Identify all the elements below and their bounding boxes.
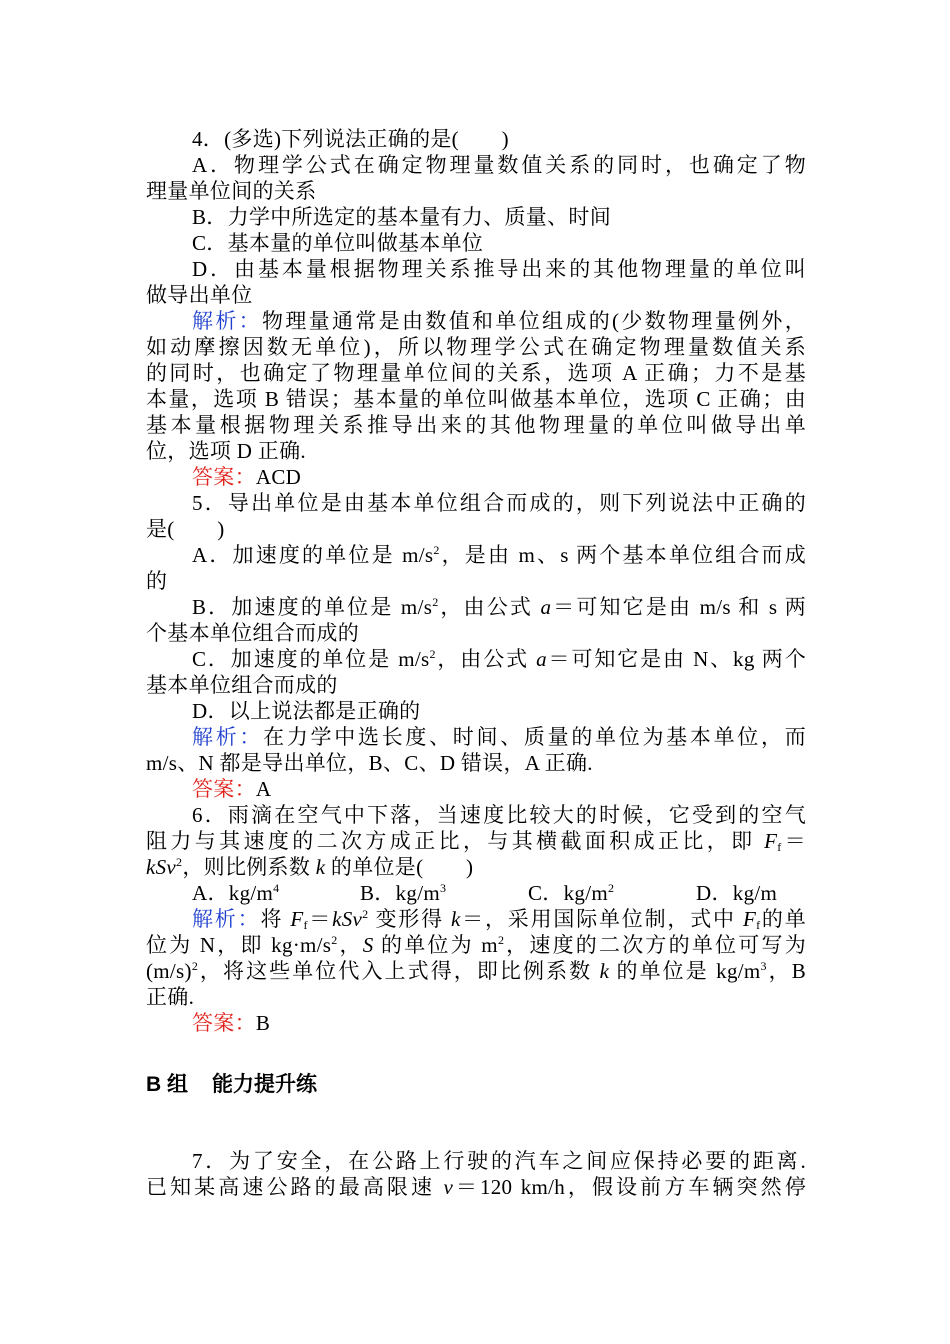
q4-option-d-text1: D．由基本量根据物理关系推导出来的其他物理量的单位叫 — [192, 257, 806, 281]
q5-option-c-text1c: ＝可知它是由 N、kg 两个 — [546, 647, 806, 671]
q4-analysis-line4 — [146, 386, 806, 412]
q6-option-d — [696, 880, 777, 906]
q6-analysis-line1 — [192, 906, 806, 932]
superscript: 3 — [439, 881, 447, 895]
q4-answer-label: 答案： — [192, 465, 256, 489]
q5-option-c-line1 — [192, 646, 806, 672]
q6-answer-label: 答案： — [192, 1011, 256, 1035]
q6-option-d-text: D．kg/m — [696, 881, 778, 905]
q6-analysis-text1a: 将 — [260, 907, 291, 931]
q5-option-c-line2 — [146, 672, 806, 698]
q5-option-c-text2: 基本单位组合而成的 — [146, 673, 338, 697]
superscript: 2 — [433, 543, 440, 557]
superscript: 2 — [497, 933, 505, 947]
q4-analysis-line6 — [146, 438, 806, 464]
symbol-a: a — [540, 595, 552, 619]
q5-stem-text1: 5．导出单位是由基本单位组合而成的，则下列说法中正确的 — [192, 491, 806, 515]
symbol-k: k — [315, 855, 326, 879]
symbol-F: F — [764, 829, 778, 853]
q4-analysis-label: 解析： — [192, 309, 263, 333]
q5-option-c-text1b: ，由公式 — [435, 647, 537, 671]
q6-option-b — [360, 880, 528, 906]
q5-analysis-line1 — [192, 724, 806, 750]
q4-analysis-text6: 位，选项 D 正确. — [146, 439, 306, 463]
subscript-f: f — [777, 840, 782, 854]
q6-option-b-text: B．kg/m — [360, 881, 440, 905]
q6-stem-text3b: ，则比例系数 — [182, 855, 316, 879]
q4-answer — [192, 464, 806, 490]
q6-analysis-text2a: 位为 N，即 kg·m/s — [146, 933, 332, 957]
q6-analysis-text2d: ，速度的二次方的单位可写为 — [504, 933, 806, 957]
q4-option-a-line1 — [192, 152, 806, 178]
symbol-k: k — [451, 907, 461, 931]
q5-option-d-text: D．以上说法都是正确的 — [192, 699, 421, 723]
symbol-equals: ＝ — [307, 907, 333, 931]
superscript: 2 — [432, 595, 439, 609]
q4-stem-text: 4．(多选)下列说法正确的是( ) — [192, 127, 509, 151]
q6-options — [192, 880, 806, 906]
symbol-kSv: kSv — [332, 907, 363, 931]
q4-option-c-text: C．基本量的单位叫做基本单位 — [192, 231, 484, 255]
q4-analysis-text5: 基本量根据物理关系推导出来的其他物理量的单位叫做导出单 — [146, 413, 806, 437]
symbol-a: a — [536, 647, 547, 671]
q6-stem-text3c: 的单位是( ) — [325, 855, 474, 879]
q6-analysis-line4 — [146, 984, 806, 1010]
q6-option-c-text: C．kg/m — [528, 881, 608, 905]
q5-option-b-line1 — [192, 594, 806, 620]
superscript: 4 — [273, 881, 280, 895]
q5-option-a-text1a: A．加速度的单位是 m/s — [192, 543, 434, 567]
q7-stem-line1 — [192, 1148, 806, 1174]
q5-analysis-text1: 在力学中选长度、时间、质量的单位为基本单位，而 — [263, 725, 806, 749]
q6-analysis-text3c: 的单位是 kg/m — [609, 959, 761, 983]
q6-analysis-text3a: (m/s) — [146, 959, 192, 983]
q5-stem-text2: 是( ) — [146, 517, 225, 541]
q5-option-b-text1b: ，由公式 — [438, 595, 541, 619]
q4-option-a-text1: A．物理学公式在确定物理量数值关系的同时，也确定了物 — [192, 153, 806, 177]
superscript: 2 — [191, 959, 199, 973]
symbol-equals: ＝ — [781, 829, 806, 853]
q5-analysis-label: 解析： — [192, 725, 264, 749]
superscript: 2 — [176, 855, 183, 869]
q4-option-c — [192, 230, 806, 256]
q7-stem-line2 — [146, 1174, 806, 1200]
q5-option-b-text1a: B．加速度的单位是 m/s — [192, 595, 433, 619]
q4-option-a-text2: 理量单位间的关系 — [146, 179, 317, 203]
q6-option-c — [528, 880, 696, 906]
q6-analysis-text2c: 的单位为 m — [373, 933, 498, 957]
q5-option-a-line2 — [146, 568, 806, 594]
q4-option-d-text2: 做导出单位 — [146, 283, 253, 307]
q6-analysis-text3b: ，将这些单位代入上式得，即比例系数 — [198, 959, 600, 983]
q5-option-b-line2 — [146, 620, 806, 646]
q5-option-b-text1c: ＝可知它是由 m/s 和 s 两 — [551, 595, 807, 619]
q4-analysis-line3 — [146, 360, 806, 386]
q4-option-d-line1 — [192, 256, 806, 282]
q7-stem-text1: 7．为了安全，在公路上行驶的汽车之间应保持必要的距离. — [192, 1149, 806, 1173]
q5-option-d — [192, 698, 806, 724]
subscript-f: f — [756, 918, 761, 932]
q6-analysis-text2b: ， — [337, 933, 363, 957]
q6-option-a-text: A．kg/m — [192, 881, 274, 905]
q4-analysis-text4: 本量，选项 B 错误；基本量的单位叫做基本单位，选项 C 正确；由 — [146, 387, 806, 411]
superscript: 2 — [331, 933, 338, 947]
superscript: 2 — [429, 647, 436, 661]
q6-answer — [192, 1010, 806, 1036]
q5-option-a-text1b: ，是由 m、s 两个基本单位组合而成 — [439, 543, 806, 567]
q4-option-b-text: B．力学中所选定的基本量有力、质量、时间 — [192, 205, 612, 229]
q5-option-b-text2: 个基本单位组合而成的 — [146, 621, 359, 645]
q4-answer-value: ACD — [255, 465, 302, 489]
q4-analysis-line2 — [146, 334, 806, 360]
symbol-F: F — [290, 907, 304, 931]
q5-stem-line2 — [146, 516, 806, 542]
q5-option-a-text2: 的 — [146, 569, 168, 593]
q5-option-c-text1a: C．加速度的单位是 m/s — [192, 647, 430, 671]
q6-analysis-label: 解析： — [192, 907, 261, 931]
q6-analysis-line3 — [146, 958, 806, 984]
symbol-v: v — [443, 1175, 454, 1199]
q6-option-a — [192, 880, 360, 906]
q7-stem-text2b: ＝120 km/h，假设前方车辆突然停 — [453, 1175, 806, 1199]
q6-analysis-line2 — [146, 932, 806, 958]
q6-answer-value: B — [255, 1011, 271, 1035]
subscript-f: f — [303, 918, 308, 932]
section-title: 能力提升练 — [212, 1073, 317, 1096]
q4-option-a-line2 — [146, 178, 806, 204]
q7-stem-text2a: 已知某高速公路的最高限速 — [146, 1175, 444, 1199]
q6-analysis-text4: 正确. — [146, 985, 195, 1009]
q4-option-d-line2 — [146, 282, 806, 308]
q4-analysis-text2: 如动摩擦因数无单位)，所以物理学公式在确定物理量数值关系 — [146, 335, 806, 359]
q6-stem-line1 — [192, 802, 806, 828]
superscript: 2 — [607, 881, 615, 895]
q5-analysis-text2: m/s、N 都是导出单位，B、C、D 错误，A 正确. — [146, 751, 593, 775]
section-heading — [146, 1068, 317, 1098]
q6-stem-line2 — [146, 828, 806, 854]
q4-analysis-text1: 物理量通常是由数值和单位组成的(少数物理量例外， — [262, 309, 806, 333]
q6-analysis-text1c: ＝，采用国际单位制，式中 — [460, 907, 743, 931]
superscript: 3 — [760, 959, 767, 973]
q5-option-a-line1 — [192, 542, 806, 568]
symbol-kSv: kSv — [146, 855, 177, 879]
q6-analysis-text1b: 变形得 — [368, 907, 451, 931]
symbol-F: F — [742, 907, 757, 931]
symbol-k: k — [599, 959, 610, 983]
q4-stem — [192, 126, 806, 152]
q6-stem-text1: 6．雨滴在空气中下落，当速度比较大的时候，它受到的空气 — [192, 803, 806, 827]
section-group-label: B 组 — [146, 1073, 188, 1096]
q5-answer-label: 答案： — [192, 777, 256, 801]
q5-analysis-line2 — [146, 750, 806, 776]
q5-answer-value: A — [255, 777, 272, 801]
q5-stem-line1 — [192, 490, 806, 516]
q6-analysis-text3d: ，B — [766, 959, 807, 983]
symbol-S: S — [362, 933, 374, 957]
q4-analysis-text3: 的同时，也确定了物理量单位间的关系，选项 A 正确；力不是基 — [146, 361, 806, 385]
q4-option-b — [192, 204, 806, 230]
q4-analysis-line1 — [192, 308, 806, 334]
q5-answer — [192, 776, 806, 802]
q6-stem-text2a: 阻力与其速度的二次方成正比，与其横截面积成正比，即 — [146, 829, 765, 853]
q6-stem-line3 — [146, 854, 806, 880]
superscript: 2 — [362, 907, 369, 921]
q4-analysis-line5 — [146, 412, 806, 438]
q6-analysis-text1d: 的单 — [760, 907, 806, 931]
